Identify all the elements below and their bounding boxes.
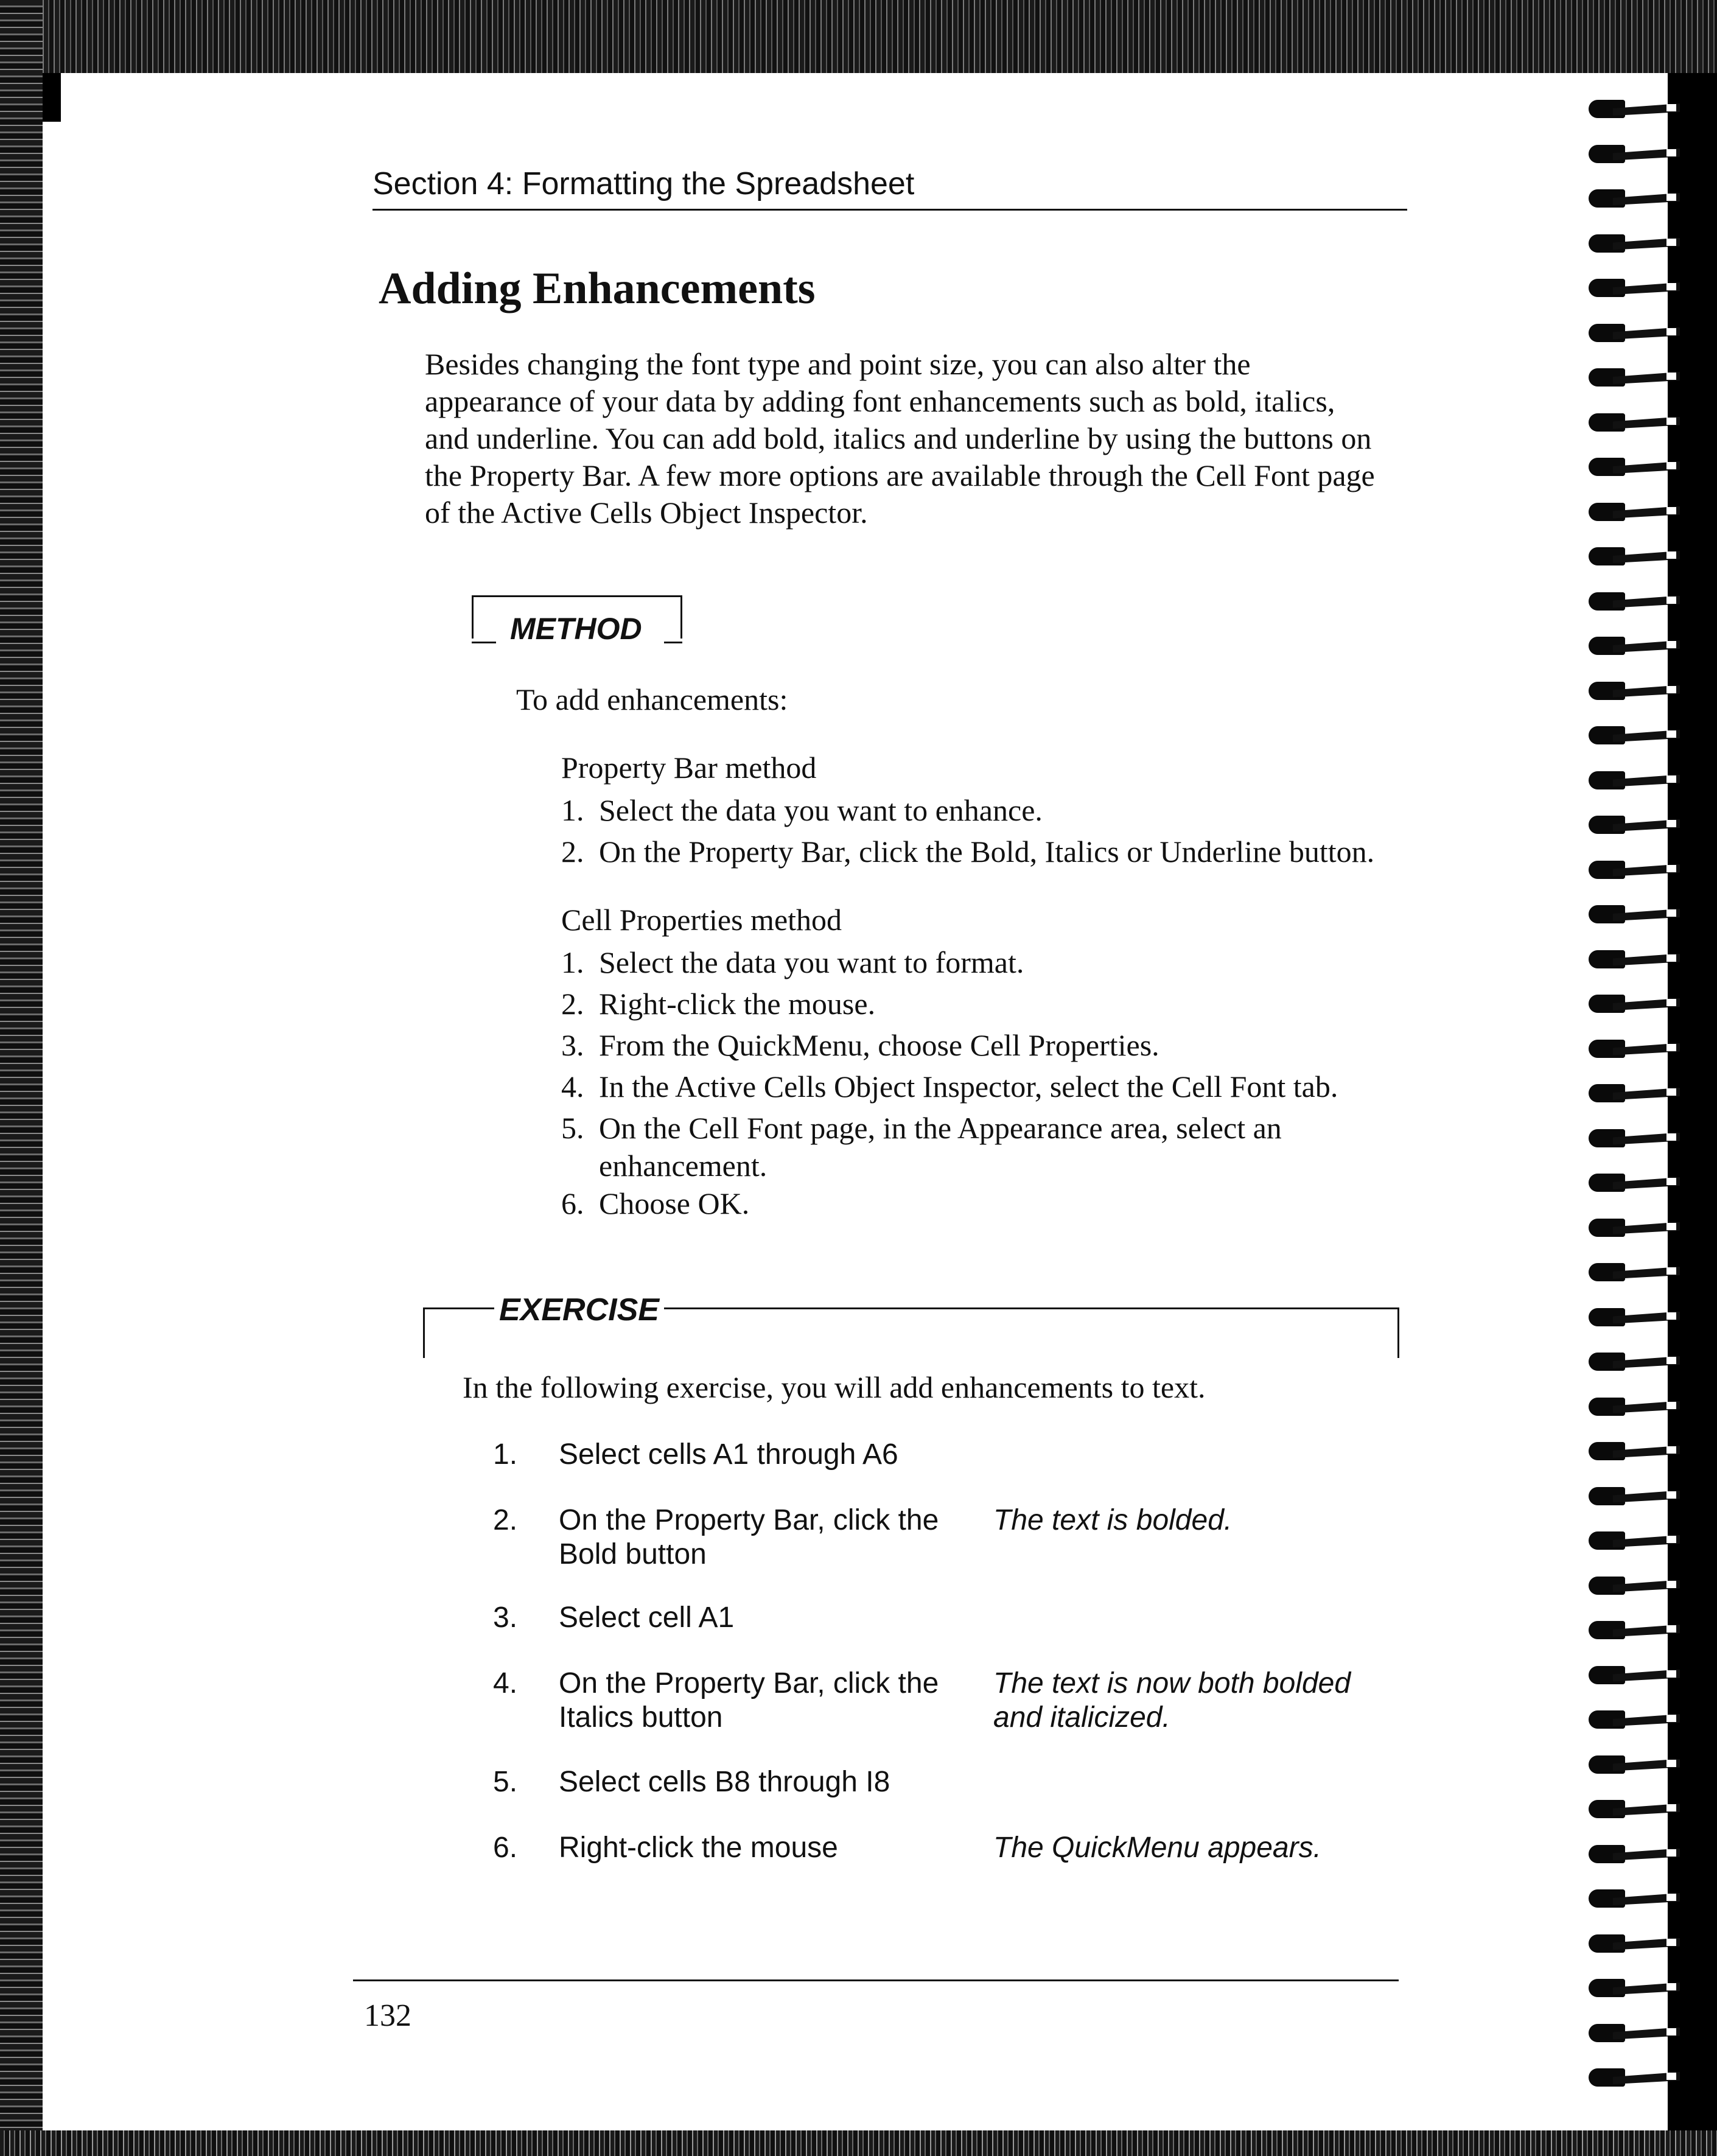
exercise-intro: In the following exercise, you will add enhancements to text. bbox=[463, 1370, 1206, 1404]
step-number: 1. bbox=[493, 1438, 518, 1471]
step-number: 6. bbox=[493, 1832, 518, 1864]
step-continuation: enhancement. bbox=[599, 1149, 768, 1183]
step-text: Select cells B8 through I8 bbox=[559, 1766, 890, 1798]
list-item bbox=[561, 831, 1374, 872]
step-text: On the Property Bar, click the bbox=[559, 1667, 939, 1699]
page-heading: Adding Enhancements bbox=[379, 264, 816, 313]
intro-line: and underline. You can add bold, italics and underline by using the buttons on bbox=[425, 421, 1372, 455]
step-text: Select cells A1 through A6 bbox=[559, 1438, 898, 1471]
list-item bbox=[561, 1183, 1338, 1224]
list-item bbox=[561, 789, 1374, 831]
step-number: 4. bbox=[493, 1667, 518, 1699]
step-text: On the Property Bar, click the bbox=[559, 1504, 939, 1536]
header-rule bbox=[372, 209, 1407, 211]
step-text: In the Active Cells Object Inspector, select the Cell Font tab. bbox=[599, 1069, 1338, 1104]
method-intro: To add enhancements: bbox=[516, 682, 788, 716]
intro-line: of the Active Cells Object Inspector. bbox=[425, 495, 868, 530]
section-title: Section 4: Formatting the Spreadsheet bbox=[372, 166, 915, 201]
list-item bbox=[561, 942, 1338, 983]
step-text: Right-click the mouse. bbox=[599, 987, 876, 1021]
step-text: On the Cell Font page, in the Appearance area, select an bbox=[599, 1111, 1282, 1145]
footer-rule bbox=[353, 1979, 1399, 1981]
intro-line: the Property Bar. A few more options are available through the Cell Font page bbox=[425, 458, 1375, 492]
step-number: 1. bbox=[561, 945, 584, 979]
step-result: The text is bolded. bbox=[993, 1504, 1233, 1536]
method-label: METHOD bbox=[506, 611, 646, 646]
page-number: 132 bbox=[364, 1998, 411, 2033]
intro-line: Besides changing the font type and point size, you can also alter the bbox=[425, 347, 1251, 381]
step-text: Select the data you want to format. bbox=[599, 945, 1024, 979]
list-item bbox=[561, 1066, 1338, 1107]
step-result: and italicized. bbox=[993, 1701, 1170, 1734]
intro-line: appearance of your data by adding font enhancements such as bold, italics, bbox=[425, 384, 1335, 418]
step-number: 3. bbox=[561, 1028, 584, 1062]
step-text: Right-click the mouse bbox=[559, 1832, 838, 1864]
step-number: 5. bbox=[493, 1766, 518, 1798]
step-text: Select cell A1 bbox=[559, 1601, 735, 1634]
step-text: Choose OK. bbox=[599, 1186, 750, 1220]
step-number: 6. bbox=[561, 1186, 584, 1220]
list-item bbox=[561, 1024, 1338, 1066]
cell-properties-method-title: Cell Properties method bbox=[561, 903, 842, 937]
step-text: On the Property Bar, click the Bold, Italics or Underline button. bbox=[599, 835, 1375, 869]
step-number: 3. bbox=[493, 1601, 518, 1634]
step-text: Italics button bbox=[559, 1701, 723, 1734]
step-number: 2. bbox=[561, 987, 584, 1021]
step-number: 4. bbox=[561, 1069, 584, 1104]
list-item bbox=[561, 1107, 1338, 1149]
step-number: 2. bbox=[561, 835, 584, 869]
step-text: From the QuickMenu, choose Cell Properties. bbox=[599, 1028, 1159, 1062]
step-number: 2. bbox=[493, 1504, 518, 1536]
step-result: The text is now both bolded bbox=[993, 1667, 1351, 1699]
property-bar-method-title: Property Bar method bbox=[561, 751, 817, 785]
list-item bbox=[561, 983, 1338, 1024]
exercise-label: EXERCISE bbox=[494, 1292, 664, 1328]
step-number: 5. bbox=[561, 1111, 584, 1145]
cell-properties-steps bbox=[561, 942, 1338, 1224]
step-text: Select the data you want to enhance. bbox=[599, 793, 1043, 827]
step-number: 1. bbox=[561, 793, 584, 827]
property-bar-steps bbox=[561, 789, 1374, 872]
step-text: Bold button bbox=[559, 1538, 707, 1570]
step-result: The QuickMenu appears. bbox=[993, 1832, 1321, 1864]
intro-paragraph bbox=[425, 346, 1411, 531]
